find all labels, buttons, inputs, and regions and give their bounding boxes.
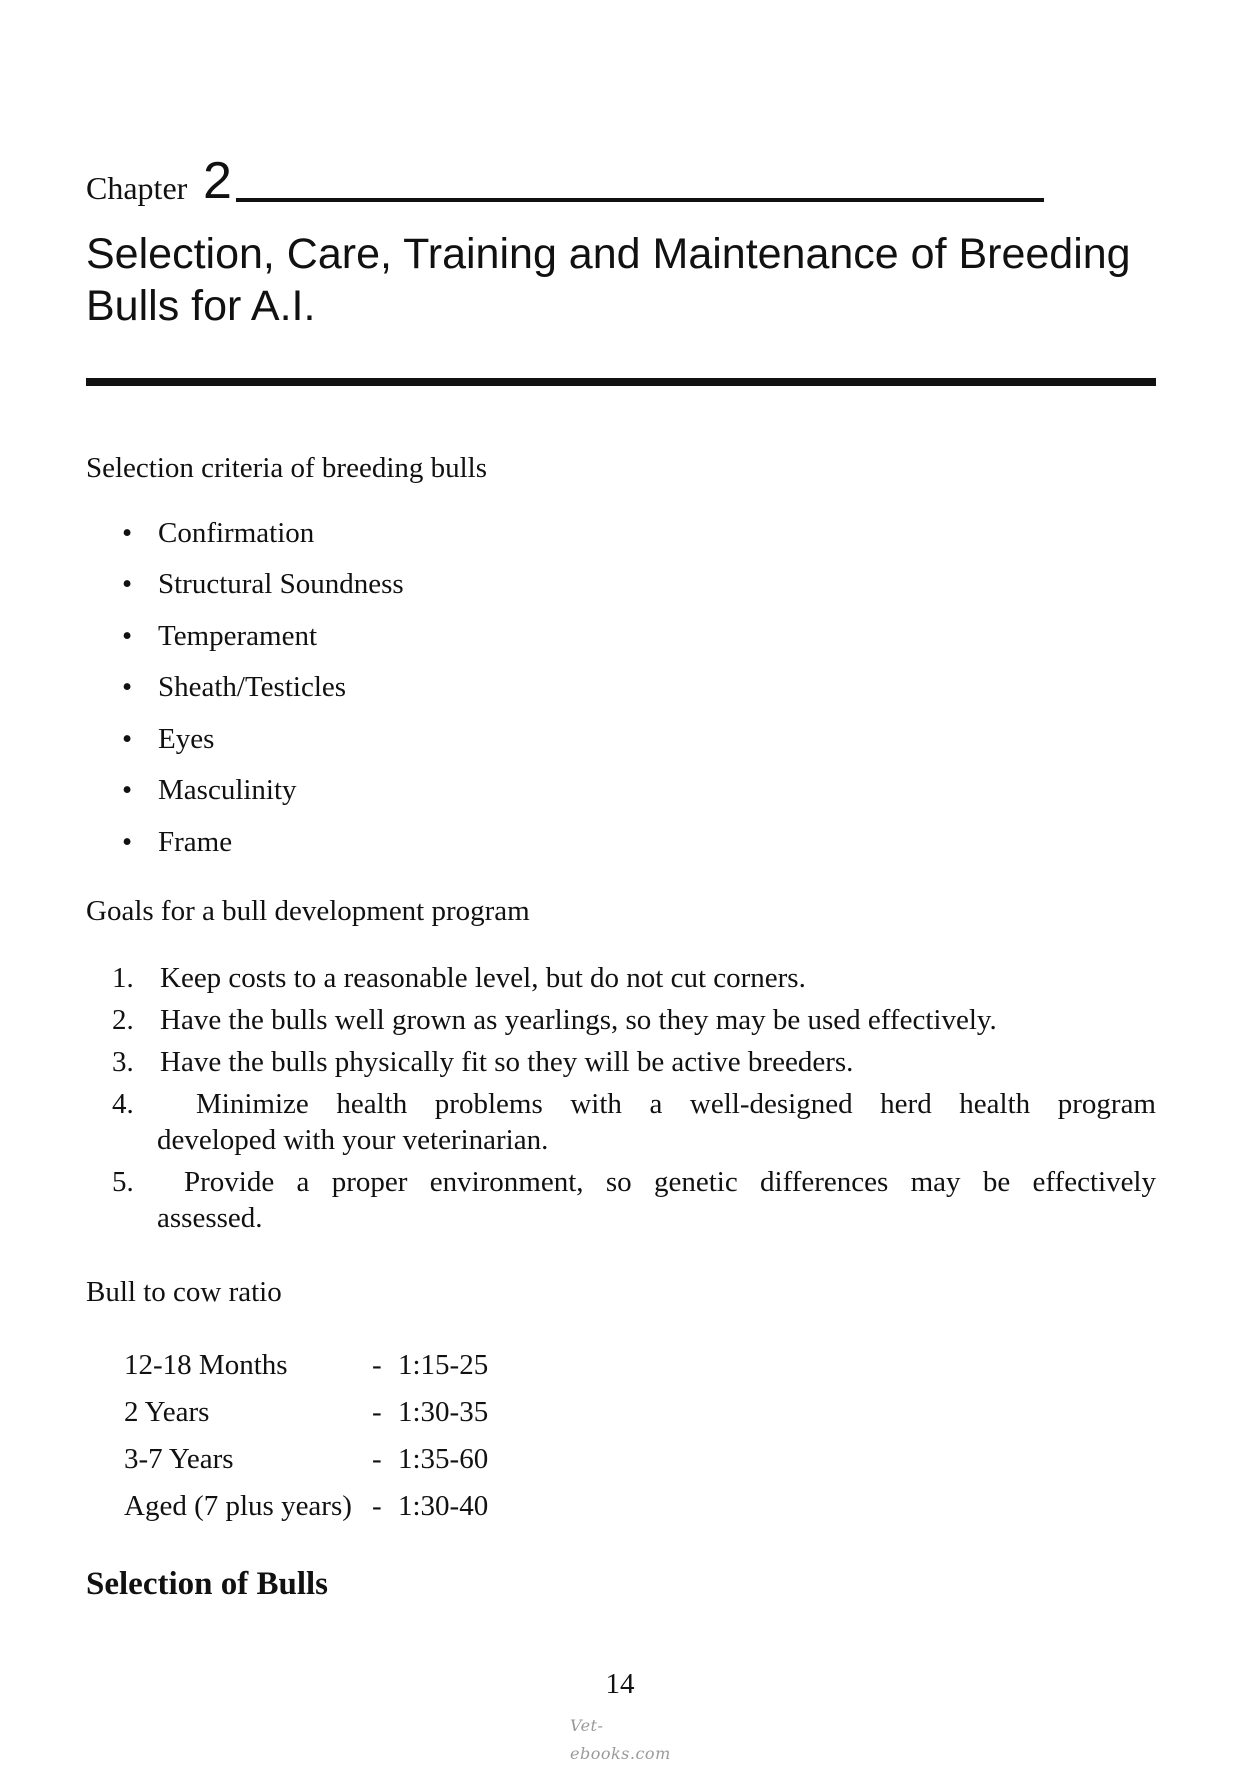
- ratio-age: 3-7 Years: [124, 1443, 234, 1475]
- ratio-value: 1:35-60: [398, 1443, 489, 1475]
- bullet-icon: •: [122, 826, 133, 858]
- list-item: • Structural Soundness: [122, 568, 404, 600]
- chapter-title: [86, 228, 1166, 332]
- ratio-age: Aged (7 plus years): [124, 1490, 352, 1522]
- list-item-number: 5.: [112, 1166, 134, 1198]
- ratio-heading: Bull to cow ratio: [86, 1276, 282, 1308]
- chapter-title-line-2: Bulls for A.I.: [86, 282, 316, 330]
- ratio-dash: -: [372, 1443, 382, 1475]
- selection-of-bulls-heading: Selection of Bulls: [86, 1566, 329, 1602]
- list-item-number: 3.: [112, 1046, 134, 1078]
- list-item: • Sheath/Testicles: [122, 671, 347, 703]
- list-item: • Frame: [122, 826, 233, 858]
- page-number: 14: [605, 1668, 635, 1700]
- chapter-underline: [236, 198, 1044, 202]
- list-item-text: Keep costs to a reasonable level, but do not cut corners.: [160, 962, 806, 994]
- list-item: • Eyes: [122, 723, 215, 755]
- chapter-label: [86, 142, 1044, 210]
- ratio-age: 12-18 Months: [124, 1349, 288, 1381]
- list-item-text: Provide a proper environment, so genetic differences may be effectively: [184, 1166, 1156, 1198]
- bullet-icon: •: [122, 517, 133, 549]
- ratio-value: 1:30-40: [398, 1490, 489, 1522]
- ratio-dash: -: [372, 1490, 382, 1522]
- list-item-text-continued: assessed.: [157, 1202, 263, 1234]
- chapter-title-line-1: Selection, Care, Training and Maintenance of Breeding: [86, 230, 1131, 278]
- list-item: • Confirmation: [122, 517, 315, 549]
- bullet-icon: •: [122, 568, 133, 600]
- list-item: • Masculinity: [122, 774, 297, 806]
- ratio-dash: -: [372, 1349, 382, 1381]
- ratio-value: 1:30-35: [398, 1396, 489, 1428]
- bullet-icon: •: [122, 723, 133, 755]
- list-item-number: 2.: [112, 1004, 134, 1036]
- bullet-icon: •: [122, 620, 133, 652]
- chapter-word: Chapter: [86, 170, 188, 206]
- goals-heading: Goals for a bull development program: [86, 895, 530, 927]
- list-item-number: 4.: [112, 1088, 134, 1120]
- list-item-text: Minimize health problems with a well-designed herd health program: [196, 1088, 1156, 1120]
- ratio-dash: -: [372, 1396, 382, 1428]
- chapter-number: 2: [203, 152, 232, 210]
- ratio-age: 2 Years: [124, 1396, 210, 1428]
- bullet-icon: •: [122, 671, 133, 703]
- selection-criteria-heading: Selection criteria of breeding bulls: [86, 452, 488, 484]
- title-divider: [86, 378, 1156, 386]
- ratio-value: 1:15-25: [398, 1349, 489, 1381]
- list-item-text: Have the bulls physically fit so they will be active breeders.: [160, 1046, 854, 1078]
- list-item: • Temperament: [122, 620, 318, 652]
- bullet-icon: •: [122, 774, 133, 806]
- watermark-logo: Vet-ebooks.com: [570, 1716, 671, 1763]
- list-item-text-continued: developed with your veterinarian.: [157, 1124, 549, 1156]
- list-item-text: Have the bulls well grown as yearlings, so they may be used effectively.: [160, 1004, 997, 1036]
- list-item-number: 1.: [112, 962, 134, 994]
